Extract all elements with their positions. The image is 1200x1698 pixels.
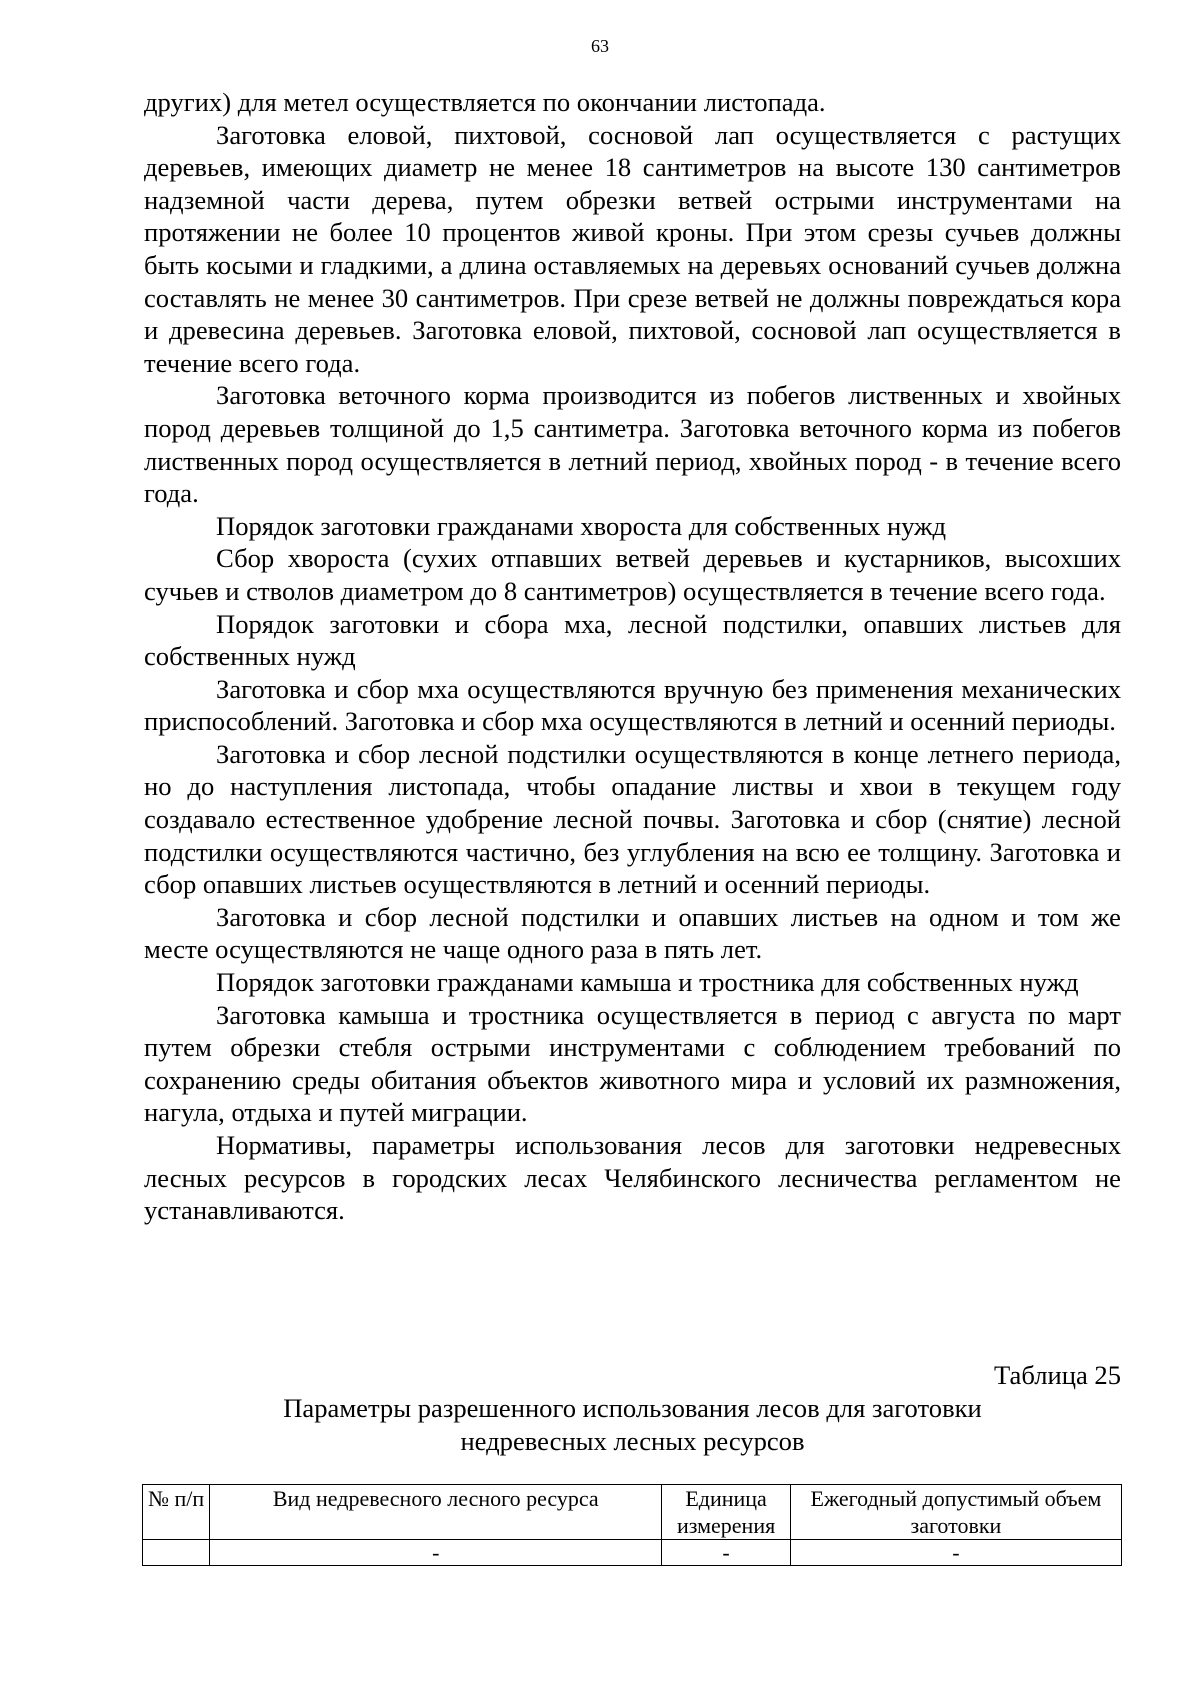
table-header-row xyxy=(143,1485,1122,1540)
paragraph: Заготовка и сбор мха осуществляются вручную без применения механических приспособлений. Заготовка и сбор мха осуществляются в летний и осенний периоды. xyxy=(144,673,1121,737)
header-resource-type: Вид недревесного лесного ресурса xyxy=(210,1485,662,1540)
table-label: Таблица 25 xyxy=(993,1360,1121,1390)
header-unit: Единица измерения xyxy=(662,1485,791,1540)
section-heading: Порядок заготовки гражданами хвороста для собственных нужд xyxy=(216,510,947,541)
paragraph: Заготовка еловой, пихтовой, сосновой лап осуществляется с растущих деревьев, имеющих диаметр не менее 18 сантиметров на высоте 130 сантиметров надземной части дерева, путем обрезки ветвей острыми инструментами на протяжении не более 10 процентов живой кроны. При этом срезы сучьев должны быть косыми и гладкими, а длина оставляемых на деревьях оснований сучьев должна составлять не менее 30 сантиметров. При срезе ветвей не должны повреждаться кора и древесина деревьев. Заготовка еловой, пихтовой, сосновой лап осуществляется в течение всего года. xyxy=(144,119,1121,378)
section-heading: Порядок заготовки и сбора мха, лесной подстилки, опавших листьев для собственных нужд xyxy=(144,608,1121,672)
paragraph: других) для метел осуществляется по окончании листопада. xyxy=(144,87,826,117)
table-cell: - xyxy=(210,1540,662,1566)
header-number: № п/п xyxy=(143,1485,210,1540)
header-annual-volume: Ежегодный допустимый объем заготовки xyxy=(790,1485,1121,1540)
parameters-table xyxy=(142,1484,1122,1566)
table-cell xyxy=(143,1540,210,1566)
paragraph: Заготовка камыша и тростника осуществляется в период с августа по март путем обрезки стебля острыми инструментами с соблюдением требований по сохранению среды обитания объектов животного мира и условий их размножения, нагула, отдыха и путей миграции. xyxy=(144,999,1121,1128)
page-number: 63 xyxy=(591,36,609,56)
table-title xyxy=(144,1392,1121,1457)
paragraph: Сбор хвороста (сухих отпавших ветвей деревьев и кустарников, высохших сучьев и стволов диаметром до 8 сантиметров) осуществляется в течение всего года. xyxy=(144,543,1121,606)
section-heading: Порядок заготовки гражданами камыша и тростника для собственных нужд xyxy=(216,967,1079,998)
table-title-line: Параметры разрешенного использования лесов для заготовки xyxy=(283,1393,982,1423)
paragraph: Нормативы, параметры использования лесов для заготовки недревесных лесных ресурсов в городских лесах Челябинского лесничества регламентом не устанавливаются. xyxy=(144,1130,1121,1226)
table-cell: - xyxy=(790,1540,1121,1566)
table-title-line: недревесных лесных ресурсов xyxy=(460,1425,805,1456)
paragraph: Заготовка и сбор лесной подстилки и опавших листьев на одном и том же месте осуществляются не чаще одного раза в пять лет. xyxy=(144,901,1121,965)
paragraph: Заготовка и сбор лесной подстилки осуществляются в конце летнего периода, но до наступления листопада, чтобы опадание листвы и хвои в текущем году создавало естественное удобрение лесной почвы. Заготовка и сбор (снятие) лесной подстилки осуществляются частично, без углубления на всю ее толщину. Заготовка и сбор опавших листьев осуществляются в летний и осенний периоды. xyxy=(144,738,1121,900)
table-cell: - xyxy=(662,1540,791,1566)
paragraph: Заготовка веточного корма производится из побегов лиственных и хвойных пород деревьев толщиной до 1,5 сантиметра. Заготовка веточного корма из побегов лиственных пород осуществляется в летний период, хвойных пород - в течение всего года. xyxy=(144,380,1121,509)
table-row xyxy=(143,1540,1122,1566)
body-text xyxy=(144,86,1121,1227)
